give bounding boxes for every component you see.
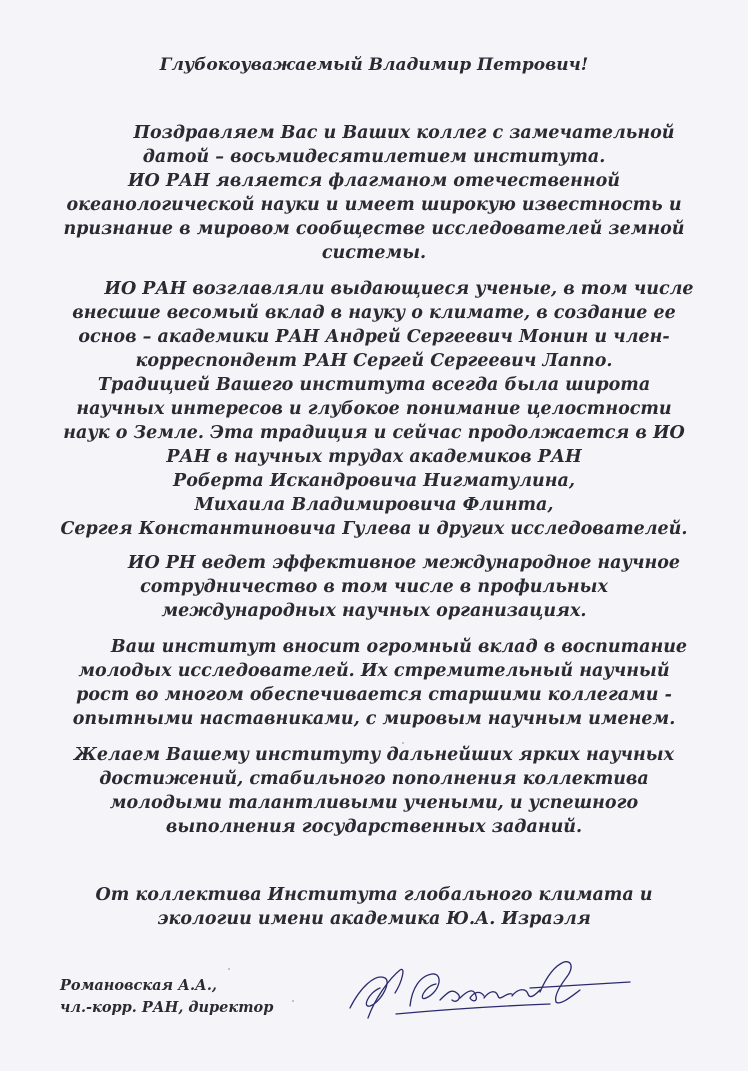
paragraph-3-line-1: ИО РН ведет эффективное международное научное (127, 553, 681, 573)
closing-line-1: От коллектива Института глобального климата и (95, 885, 653, 905)
paragraph-5-line-2: достижений, стабильного пополнения коллектива (99, 769, 649, 789)
paragraph-2-line-8: РАН в научных трудах академиков РАН (166, 447, 582, 467)
paragraph-4-line-1: Ваш институт вносит огромный вклад в воспитание (110, 637, 688, 657)
paragraph-4-line-4: опытными наставниками, с мировым научным именем. (72, 709, 676, 729)
paper-speck (292, 1000, 294, 1002)
salutation: Глубокоуважаемый Владимир Петрович! (159, 55, 589, 75)
handwritten-signature (340, 948, 640, 1028)
signatory-title: чл.-корр. РАН, директор (60, 999, 274, 1016)
paragraph-5-line-1: Желаем Вашему институту дальнейших ярких научных (73, 745, 675, 765)
paper-speck (228, 968, 230, 970)
paragraph-4-line-2: молодых исследователей. Их стремительный научный (78, 661, 670, 681)
paragraph-5-line-4: выполнения государственных заданий. (165, 817, 583, 837)
paragraph-2-line-1: ИО РАН возглавляли выдающиеся ученые, в том числе (104, 279, 694, 299)
paper-speck (402, 742, 404, 744)
signatory-name: Романовская А.А., (60, 977, 217, 994)
paragraph-1-line-3: ИО РАН является флагманом отечественной (128, 171, 620, 191)
paragraph-2-line-10: Михаила Владимировича Флинта, (194, 495, 554, 515)
paragraph-2-line-2: внесшие весомый вклад в науку о климате, в создание ее (72, 303, 676, 323)
paragraph-1-line-1: Поздравляем Вас и Ваших коллег с замечательной (133, 123, 675, 143)
paragraph-3-line-2: сотрудничество в том числе в профильных (140, 577, 608, 597)
paragraph-2-line-6: научных интересов и глубокое понимание целостности (76, 399, 672, 419)
paragraph-1-line-6: системы. (321, 243, 427, 263)
paragraph-2-line-4: корреспондент РАН Сергей Сергеевич Лаппо. (135, 351, 613, 371)
paragraph-5-line-3: молодыми талантливыми учеными, и успешного (109, 793, 639, 813)
paragraph-4-line-3: рост во многом обеспечивается старшими коллегами - (76, 685, 672, 705)
paragraph-1-line-5: признание в мировом сообществе исследователей земной (63, 219, 685, 239)
paragraph-2-line-9: Роберта Искандровича Нигматулина, (173, 471, 575, 491)
closing-line-2: экологии имени академика Ю.А. Израэля (157, 909, 591, 929)
paragraph-2-line-7: наук о Земле. Эта традиция и сейчас продолжается в ИО (63, 423, 685, 443)
paragraph-3-line-3: международных научных организациях. (161, 601, 587, 621)
paragraph-2-line-11: Сергея Константиновича Гулева и других исследователей. (60, 519, 688, 539)
paragraph-2-line-5: Традицией Вашего института всегда была широта (97, 375, 651, 395)
paragraph-2-line-3: основ – академики РАН Андрей Сергеевич Монин и член- (78, 327, 670, 347)
paragraph-1-line-4: океанологической науки и имеет широкую известность и (66, 195, 682, 215)
paragraph-1-line-2: датой – восьмидесятилетием института. (142, 147, 606, 167)
